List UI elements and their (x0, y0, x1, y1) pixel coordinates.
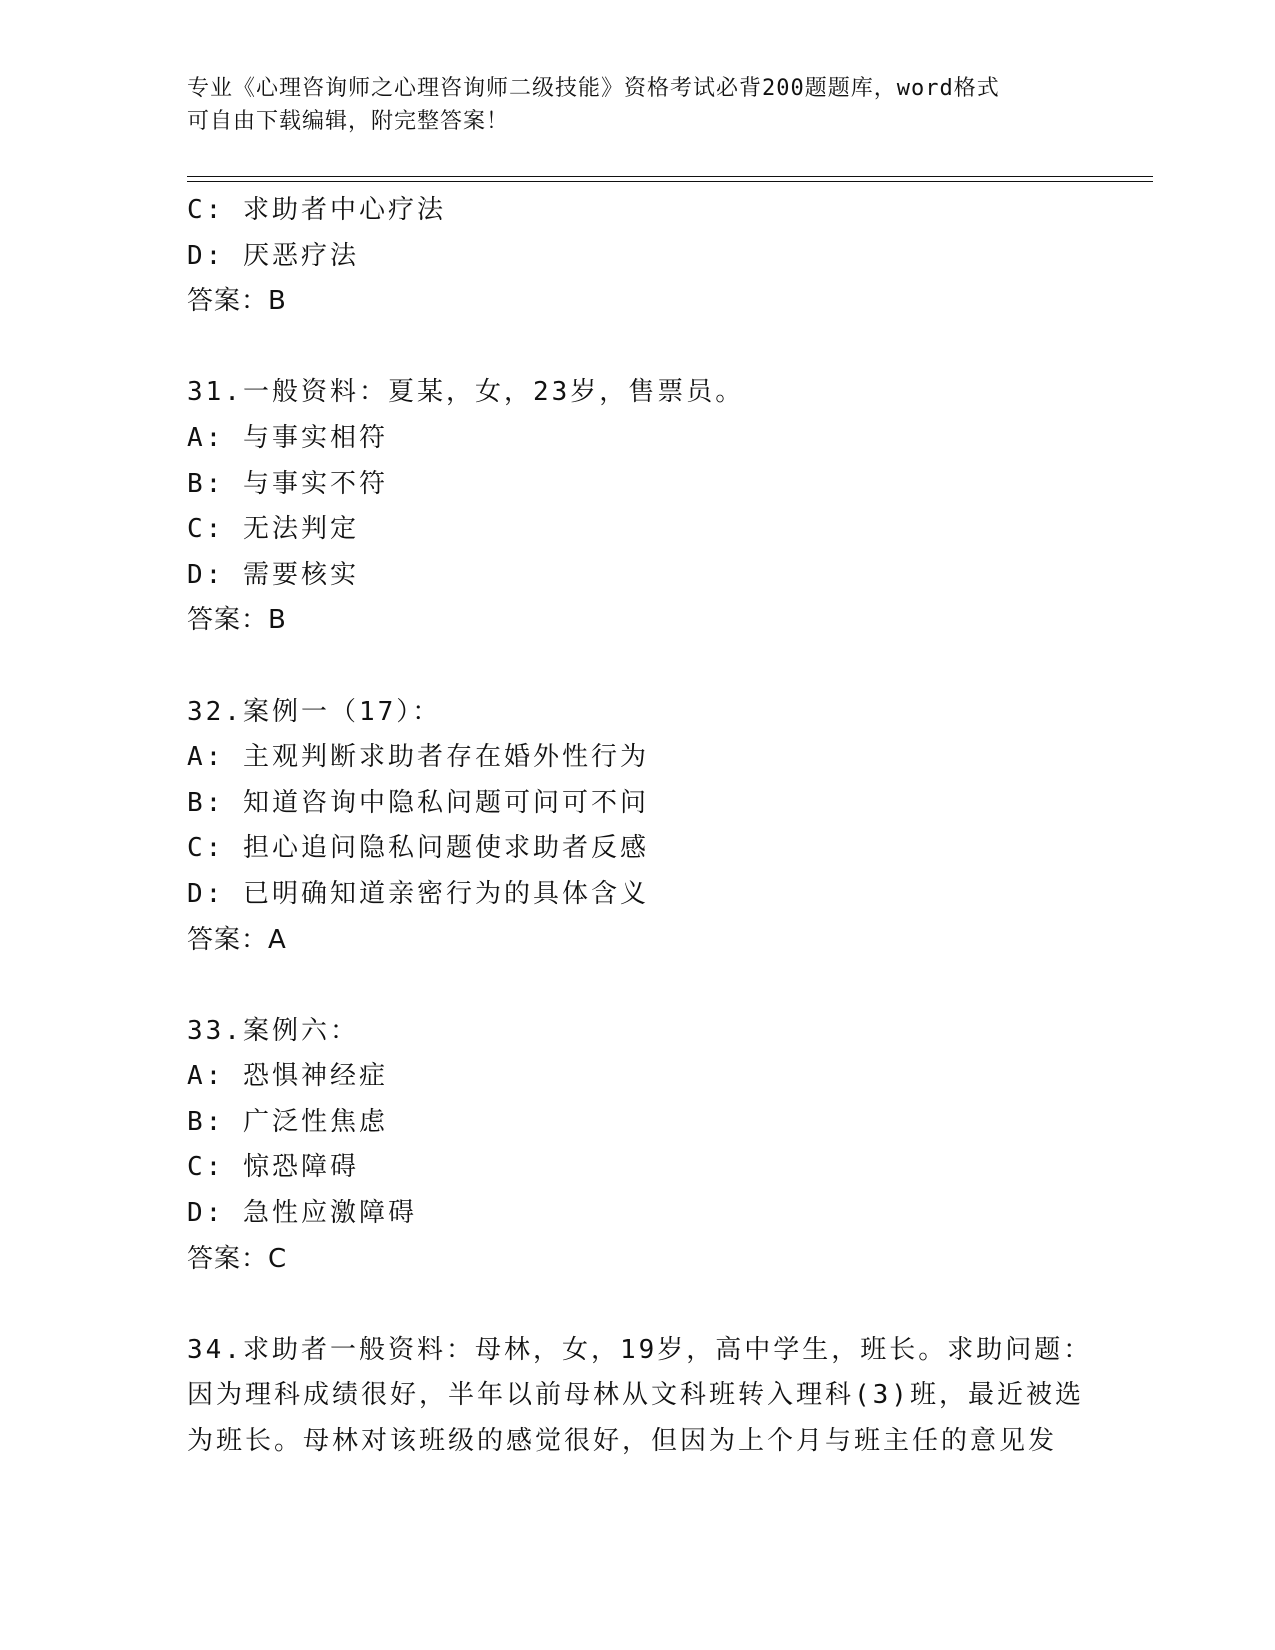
question-list (187, 188, 1093, 1465)
question-block-33 (187, 1009, 1087, 1283)
question-block-31 (187, 370, 1087, 644)
option-b: B: 知道咨询中隐私问题可问可不问 (187, 787, 649, 818)
answer-line: 答案：A (187, 924, 287, 955)
header-rule-bottom (187, 181, 1153, 182)
option-c: C: 担心追问隐私问题使求助者反感 (187, 833, 649, 864)
spacer (187, 963, 1087, 1009)
question-stem: 32.案例一（17）： (187, 696, 442, 727)
option-d: D: 急性应激障碍 (187, 1198, 417, 1229)
document-header (187, 72, 1067, 138)
answer-line: 答案：B (187, 605, 287, 636)
option-b: B: 与事实不符 (187, 468, 388, 499)
spacer (187, 644, 1087, 690)
header-line-1: 专业《心理咨询师之心理咨询师二级技能》资格考试必背200题题库，word格式 (187, 76, 1000, 101)
option-c: C: 惊恐障碍 (187, 1152, 359, 1183)
answer-line: 答案：B (187, 286, 287, 317)
question-block-32 (187, 690, 1087, 964)
question-block-30-continued (187, 188, 1087, 325)
question-34-line-2: 因为理科成绩很好，半年以前母林从文科班转入理科(3)班，最近被选 (187, 1380, 1084, 1411)
question-stem: 31.一般资料：夏某，女，23岁，售票员。 (187, 377, 745, 408)
spacer (187, 325, 1087, 371)
question-block-34 (187, 1328, 1093, 1465)
spacer (187, 1282, 1087, 1328)
option-c: C: 求助者中心疗法 (187, 195, 446, 225)
header-line-2: 可自由下载编辑，附完整答案！ (187, 109, 510, 134)
option-a: A: 与事实相符 (187, 422, 388, 453)
option-c: C: 无法判定 (187, 514, 359, 545)
question-34-line-3: 为班长。母林对该班级的感觉很好，但因为上个月与班主任的意见发 (187, 1426, 1058, 1457)
header-rule-top (187, 176, 1153, 177)
question-stem: 33.案例六： (187, 1015, 359, 1046)
option-d: D: 需要核实 (187, 559, 359, 590)
option-d: D: 已明确知道亲密行为的具体含义 (187, 878, 649, 909)
option-d: D: 厌恶疗法 (187, 240, 359, 271)
option-a: A: 主观判断求助者存在婚外性行为 (187, 742, 649, 773)
option-b: B: 广泛性焦虑 (187, 1106, 388, 1137)
option-a: A: 恐惧神经症 (187, 1061, 388, 1092)
answer-line: 答案：C (187, 1243, 288, 1274)
question-34-line-1: 34.求助者一般资料：母林，女，19岁，高中学生，班长。求助问题： (187, 1334, 1093, 1365)
